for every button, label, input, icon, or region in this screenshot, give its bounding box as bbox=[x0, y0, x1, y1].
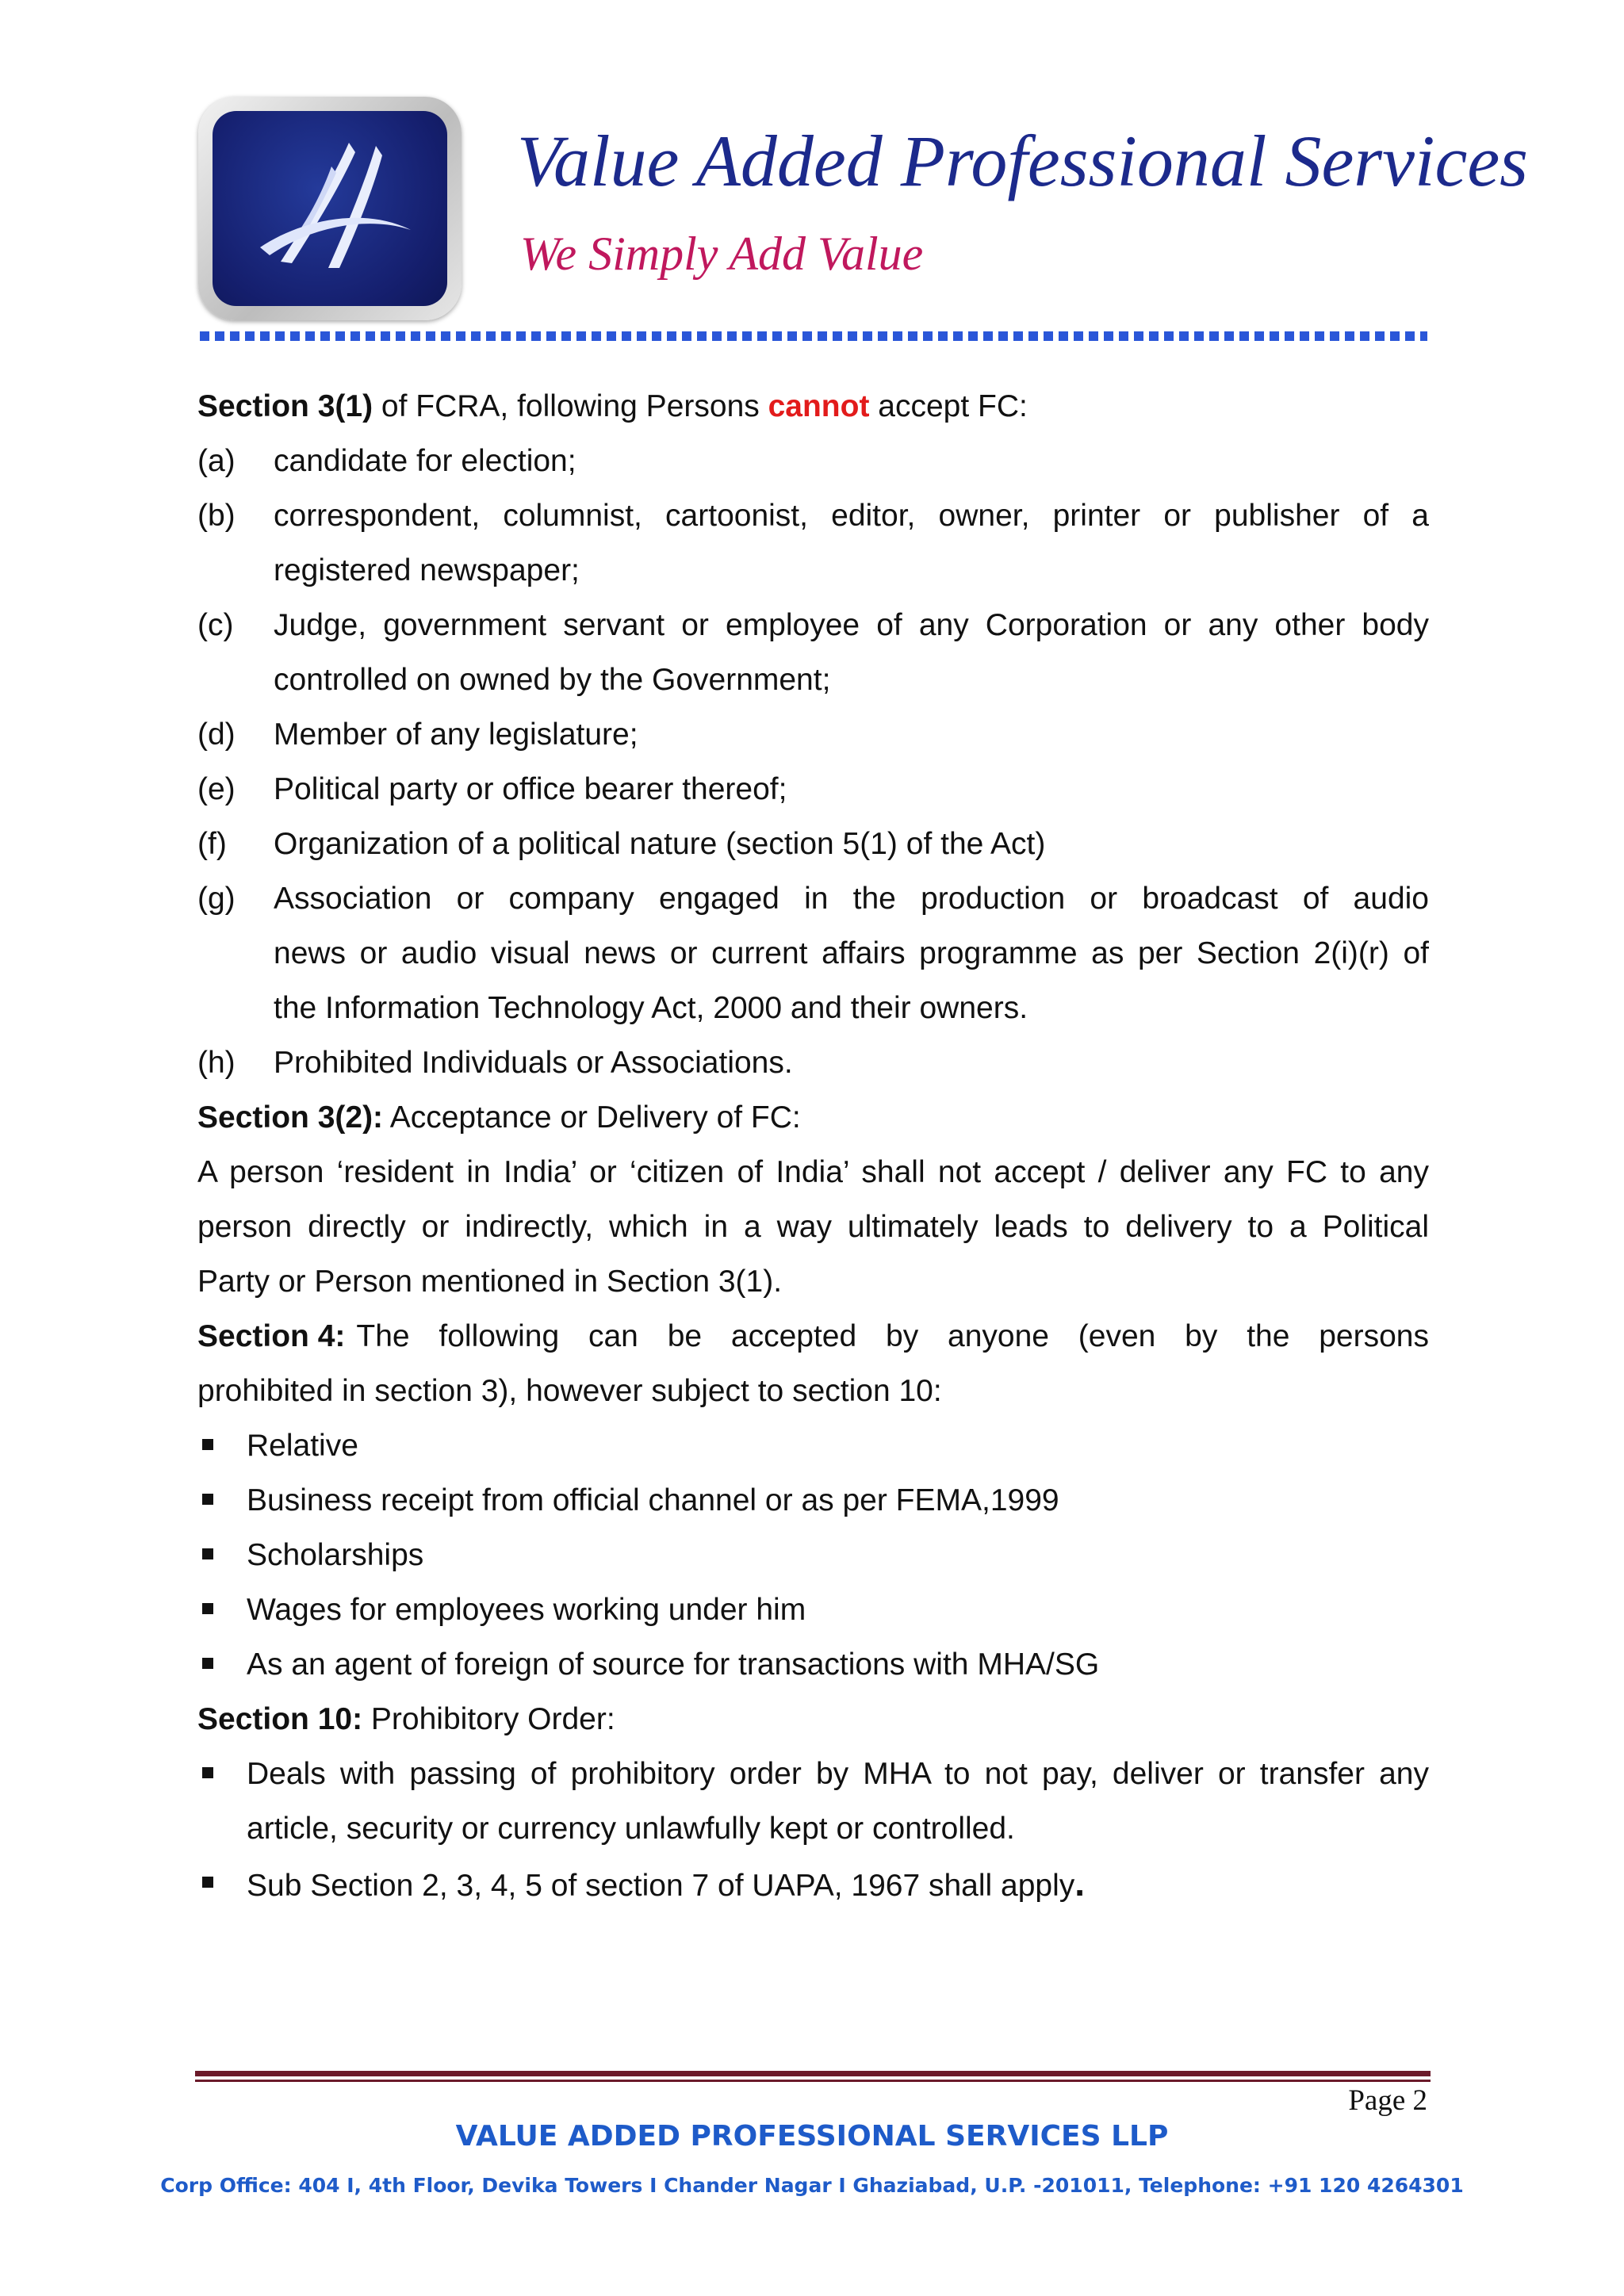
list-text-justified: news or audio visual news or current affairs programme as per Section 2(i)(r) of bbox=[274, 936, 1429, 970]
bullet-text: Deals with passing of prohibitory order by MHA to not pay, deliver or transfer any bbox=[247, 1757, 1429, 1791]
section-label: Section 3(2): bbox=[197, 1100, 384, 1135]
bullet-item bbox=[197, 1473, 1429, 1528]
header-divider bbox=[200, 331, 1427, 341]
list-text: Organization of a political nature (section 5(1) of the Act) bbox=[274, 827, 1046, 861]
bullet-text-continued: article, security or currency unlawfully kept or controlled. bbox=[247, 1812, 1015, 1846]
list-text: Association or company engaged in the production or broadcast of audio bbox=[274, 882, 1429, 916]
bullet-text: Business receipt from official channel or as per FEMA,1999 bbox=[247, 1483, 1059, 1517]
section-label: Section 3(1) bbox=[197, 389, 373, 423]
company-logo bbox=[198, 97, 462, 320]
terminal-period: . bbox=[1074, 1862, 1086, 1904]
bullet-item bbox=[197, 1856, 1429, 1911]
list-text: candidate for election; bbox=[274, 444, 576, 478]
square-bullet-icon bbox=[202, 1439, 213, 1450]
document-body bbox=[197, 379, 1429, 1911]
bullet-text: Scholarships bbox=[247, 1538, 424, 1572]
list-text: correspondent, columnist, cartoonist, editor, owner, printer or publisher of a bbox=[274, 499, 1429, 533]
bullet-item bbox=[197, 1418, 1429, 1473]
footer-rule-thin bbox=[195, 2080, 1431, 2082]
section-text: The following can be accepted by anyone (even by the persons bbox=[356, 1319, 1429, 1353]
list-label: (d) bbox=[197, 718, 236, 752]
section-title: Prohibitory Order: bbox=[362, 1702, 615, 1736]
square-bullet-icon bbox=[202, 1877, 213, 1888]
square-bullet-icon bbox=[202, 1603, 213, 1614]
brand-name: Value Added Professional Services bbox=[517, 121, 1528, 201]
section-text: of FCRA, following Persons bbox=[373, 389, 768, 423]
section-3-2-heading bbox=[197, 1090, 1429, 1145]
list-label: (g) bbox=[197, 882, 236, 916]
list-label: (h) bbox=[197, 1046, 236, 1080]
square-bullet-icon bbox=[202, 1658, 213, 1669]
list-item bbox=[197, 1035, 1429, 1090]
emphasis-text: cannot bbox=[768, 389, 870, 423]
footer-company-name: VALUE ADDED PROFESSIONAL SERVICES LLP bbox=[455, 2120, 1169, 2152]
list-item bbox=[197, 598, 1429, 652]
list-label: (e) bbox=[197, 772, 236, 806]
list-text: Prohibited Individuals or Associations. bbox=[274, 1046, 793, 1080]
bullet-text: As an agent of foreign of source for transactions with MHA/SG bbox=[247, 1647, 1100, 1682]
section-title: Acceptance or Delivery of FC: bbox=[383, 1100, 801, 1135]
brand-tagline: We Simply Add Value bbox=[520, 228, 924, 280]
section-10-heading bbox=[197, 1692, 1429, 1747]
list-item bbox=[197, 707, 1429, 762]
bullet-text-wrap bbox=[247, 1856, 1429, 1913]
section-4-heading bbox=[197, 1309, 1429, 1364]
section-text: accept FC: bbox=[869, 389, 1028, 423]
paragraph-line: Party or Person mentioned in Section 3(1). bbox=[197, 1265, 783, 1299]
square-bullet-icon bbox=[202, 1767, 213, 1778]
bullet-text: Relative bbox=[247, 1429, 358, 1463]
page-number: Page 2 bbox=[1348, 2084, 1427, 2117]
section-label: Section 4: bbox=[197, 1319, 346, 1353]
footer-rule bbox=[195, 2071, 1431, 2076]
list-text-continued bbox=[197, 926, 1429, 981]
bullet-item bbox=[197, 1747, 1429, 1801]
list-label: (a) bbox=[197, 444, 236, 478]
bullet-item bbox=[197, 1637, 1429, 1692]
section-3-1-heading bbox=[197, 379, 1429, 434]
list-label: (b) bbox=[197, 499, 236, 533]
list-item bbox=[197, 762, 1429, 817]
list-text-continued: the Information Technology Act, 2000 and their owners. bbox=[274, 991, 1028, 1025]
bullet-text: Sub Section 2, 3, 4, 5 of section 7 of UAPA, 1967 shall apply bbox=[247, 1869, 1075, 1903]
square-bullet-icon bbox=[202, 1548, 213, 1559]
square-bullet-icon bbox=[202, 1494, 213, 1505]
list-item bbox=[197, 871, 1429, 926]
list-item bbox=[197, 488, 1429, 543]
section-label: Section 10: bbox=[197, 1702, 363, 1736]
paragraph-line: person directly or indirectly, which in a way ultimately leads to delivery to a Political bbox=[197, 1210, 1429, 1244]
paragraph-line: prohibited in section 3), however subject to section 10: bbox=[197, 1374, 942, 1408]
list-text-continued: controlled on owned by the Government; bbox=[274, 663, 831, 697]
list-label: (c) bbox=[197, 608, 234, 642]
list-text: Political party or office bearer thereof; bbox=[274, 772, 787, 806]
paragraph-line: A person ‘resident in India’ or ‘citizen of India’ shall not accept / deliver any FC to any bbox=[197, 1155, 1429, 1189]
list-label: (f) bbox=[197, 827, 227, 861]
list-text: Judge, government servant or employee of any Corporation or any other body bbox=[274, 608, 1429, 642]
list-item bbox=[197, 817, 1429, 871]
list-text: Member of any legislature; bbox=[274, 718, 638, 752]
logo-emblem bbox=[213, 111, 447, 306]
list-text-continued: registered newspaper; bbox=[274, 553, 580, 587]
bullet-item bbox=[197, 1528, 1429, 1582]
list-item bbox=[197, 434, 1429, 488]
footer-address: Corp Office: 404 I, 4th Floor, Devika Towers I Chander Nagar I Ghaziabad, U.P. -201011, Telephone: +91 120 4264301 bbox=[160, 2174, 1464, 2197]
logo-swoosh-icon bbox=[213, 111, 447, 306]
bullet-item bbox=[197, 1582, 1429, 1637]
bullet-text: Wages for employees working under him bbox=[247, 1593, 806, 1627]
